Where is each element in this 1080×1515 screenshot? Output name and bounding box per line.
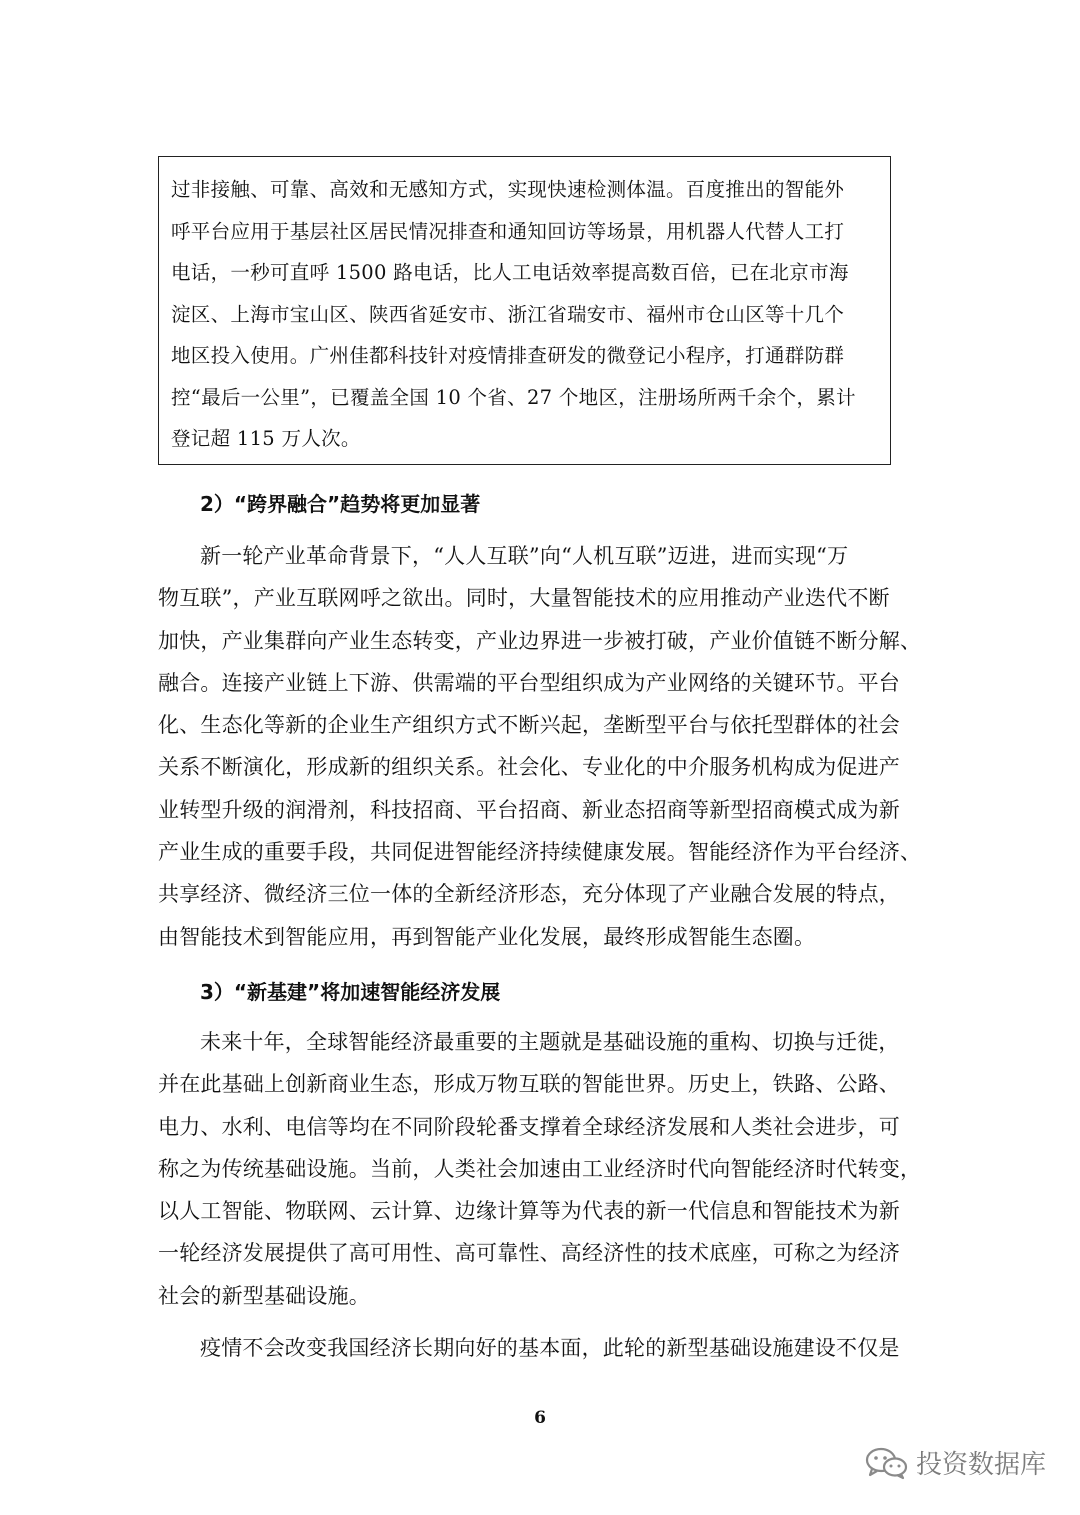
paragraph-line: 融合。连接产业链上下游、供需端的平台型组织成为产业网络的关键环节。平台 bbox=[158, 670, 900, 695]
paragraph-line: 称之为传统基础设施。当前，人类社会加速由工业经济时代向智能经济时代转变， bbox=[158, 1156, 922, 1181]
wechat-icon bbox=[864, 1446, 908, 1480]
paragraph-line: 新一轮产业革命背景下，“人人互联”向“人机互联”迈进，进而实现“万 bbox=[200, 544, 849, 568]
paragraph-cross-border bbox=[158, 535, 922, 958]
paragraph-line: 物互联”，产业互联网呼之欲出。同时，大量智能技术的应用推动产业迭代不断 bbox=[158, 586, 890, 611]
box-line: 登记超 115 万人次。 bbox=[171, 427, 361, 450]
paragraph-line: 由智能技术到智能应用，再到智能产业化发展，最终形成智能生态圈。 bbox=[158, 924, 816, 949]
paragraph-line: 业转型升级的润滑剂，科技招商、平台招商、新业态招商等新型招商模式成为新 bbox=[158, 797, 900, 822]
paragraph-line: 加快，产业集群向产业生态转变，产业边界进一步被打破，产业价值链不断分解、 bbox=[158, 628, 922, 653]
page-number: 6 bbox=[534, 1408, 546, 1428]
paragraph-line: 并在此基础上创新商业生态，形成万物互联的智能世界。历史上，铁路、公路、 bbox=[158, 1072, 900, 1097]
box-line: 地区投入使用。广州佳都科技针对疫情排查研发的微登记小程序，打通群防群 bbox=[171, 344, 845, 367]
paragraph-line: 化、生态化等新的企业生产组织方式不断兴起，垄断型平台与依托型群体的社会 bbox=[158, 713, 900, 738]
paragraph-line: 社会的新型基础设施。 bbox=[158, 1283, 370, 1308]
paragraph-line: 未来十年，全球智能经济最重要的主题就是基础设施的重构、切换与迁徙， bbox=[200, 1030, 900, 1054]
box-line: 呼平台应用于基层社区居民情况排查和通知回访等场景，用机器人代替人工打 bbox=[171, 219, 845, 243]
box-line: 控“最后一公里”，已覆盖全国 10 个省、27 个地区，注册场所两千余个，累计 bbox=[171, 385, 856, 409]
paragraph-line: 疫情不会改变我国经济长期向好的基本面，此轮的新型基础设施建设不仅是 bbox=[200, 1336, 900, 1360]
paragraph-line: 关系不断演化，形成新的组织关系。社会化、专业化的中介服务机构成为促进产 bbox=[158, 755, 900, 780]
paragraph-line: 以人工智能、物联网、云计算、边缘计算等为代表的新一代信息和智能技术为新 bbox=[158, 1199, 900, 1224]
section-heading-new-infrastructure: 3）“新基建”将加速智能经济发展 bbox=[200, 980, 501, 1004]
box-line: 电话，一秒可直呼 1500 路电话，比人工电话效率提高数百倍，已在北京市海 bbox=[171, 261, 849, 284]
paragraph-line: 一轮经济发展提供了高可用性、高可靠性、高经济性的技术底座，可称之为经济 bbox=[158, 1241, 900, 1266]
box-line: 淀区、上海市宝山区、陕西省延安市、浙江省瑞安市、福州市仓山区等十几个 bbox=[171, 302, 845, 326]
paragraph-line: 产业生成的重要手段，共同促进智能经济持续健康发展。智能经济作为平台经济、 bbox=[158, 840, 922, 865]
watermark-text: 投资数据库 bbox=[915, 1450, 1046, 1480]
box-line: 过非接触、可靠、高效和无感知方式，实现快速检测体温。百度推出的智能外 bbox=[171, 178, 845, 201]
paragraph-line: 电力、水利、电信等均在不同阶段轮番支撑着全球经济发展和人类社会进步，可 bbox=[158, 1114, 900, 1139]
paragraph-new-infrastructure-2 bbox=[158, 1327, 900, 1369]
paragraph-new-infrastructure-1 bbox=[158, 1021, 922, 1317]
watermark bbox=[864, 1444, 1046, 1481]
case-example-box bbox=[158, 156, 891, 465]
section-heading-cross-border: 2）“跨界融合”趋势将更加显著 bbox=[200, 492, 481, 516]
paragraph-line: 共享经济、微经济三位一体的全新经济形态，充分体现了产业融合发展的特点， bbox=[158, 882, 900, 907]
